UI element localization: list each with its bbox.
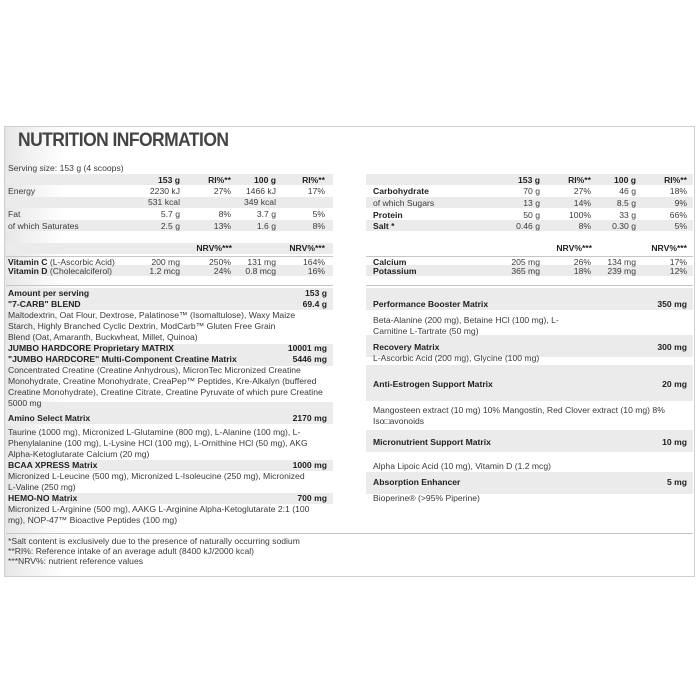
carbohydrate-ri-100: 18% — [669, 186, 687, 196]
matrix-name: BCAA XPRESS Matrix — [8, 460, 98, 470]
matrix-name: "JUMBO HARDCORE" Multi-Component Creatine Matrix — [8, 354, 237, 364]
matrix-value: 10 mg — [662, 437, 687, 447]
protein-ri: 100% — [569, 210, 591, 220]
calcium-value-100: 134 mg — [607, 257, 636, 267]
vitamin-d-value-100: 0.8 mcg — [245, 266, 276, 276]
matrix-value: 20 mg — [662, 379, 687, 389]
matrix-value: 69.4 g — [302, 299, 327, 309]
divider — [366, 285, 693, 286]
saturates-value: 2.5 g — [160, 221, 180, 231]
matrix-description: Taurine (1000 mg), Micronized L-Glutamine (800 mg), L-Alanine (100 mg), L-Phenylalanine (100 mg), L-Lysine HCl (100 mg), L-Ornithine HCl (50 mg), AKG Alpha-Ketoglutarate Calcium (20 mg) — [8, 427, 308, 459]
saturates-value-100: 1.6 g — [256, 221, 276, 231]
left-header-153g: 153 g — [158, 175, 180, 185]
matrix-description: Beta-Alanine (200 mg), Betaine HCl (100 mg), L-Carnitine L-Tartrate (50 mg) — [373, 315, 559, 336]
energy-kcal: 531 kcal — [147, 197, 180, 207]
vitamin-c-nrv-100: 164% — [303, 257, 325, 267]
matrix-name: Recovery Matrix — [373, 342, 440, 352]
right-header-ri2: RI%** — [664, 175, 687, 185]
vitamin-c-nrv: 250% — [209, 257, 231, 267]
matrix-description: Mangosteen extract (10 mg) 10% Mangostin, Red Clover extract (10 mg) 8% Iso□avonoids — [373, 405, 665, 426]
matrix-name: Micronutrient Support Matrix — [373, 437, 491, 447]
protein-value: 50 g — [523, 210, 540, 220]
salt-ri: 8% — [578, 221, 591, 231]
fat-label: Fat — [8, 209, 21, 219]
matrix-name: Absorption Enhancer — [373, 477, 461, 487]
right-header-100g: 100 g — [614, 175, 636, 185]
footnote-nrv: ***NRV%: nutrient reference values — [8, 556, 144, 566]
vitamin-d-nrv-100: 16% — [307, 266, 325, 276]
divider — [6, 285, 333, 286]
saturates-label: of which Saturates — [8, 221, 79, 231]
matrix-value: 2170 mg — [292, 413, 327, 423]
protein-ri-100: 66% — [669, 210, 687, 220]
right-header-153g: 153 g — [518, 175, 540, 185]
serving-size: Serving size: 153 g (4 scoops) — [8, 163, 124, 173]
matrix-value: 1000 mg — [292, 460, 327, 470]
potassium-nrv: 18% — [573, 266, 591, 276]
matrix-description: Maltodextrin, Oat Flour, Dextrose, Palatinose™ (Isomaltulose), Waxy Maize Starch, Highly Branched Cyclic Dextrin, ModCarb™ Gluten Free Grain Blend (Oat, Amaranth, Buckwheat, Millet, Quinoa) — [8, 310, 296, 342]
matrix-value: 700 mg — [297, 493, 327, 503]
vitamin-c-value-100: 131 mg — [247, 257, 276, 267]
potassium-label: Potassium — [373, 266, 417, 276]
energy-ri: 27% — [213, 186, 231, 196]
footnote-salt: *Salt content is exclusively due to the presence of naturally occurring sodium — [8, 536, 300, 546]
sugars-label: of which Sugars — [373, 198, 435, 208]
matrix-name: "7-CARB" BLEND — [8, 299, 81, 309]
vitamin-d-value: 1.2 mcg — [149, 266, 180, 276]
calcium-value: 205 mg — [511, 257, 540, 267]
amount-label: Amount per serving — [8, 288, 90, 298]
vitamin-d-nrv: 24% — [213, 266, 231, 276]
matrix-value: 5 mg — [666, 477, 687, 487]
matrix-name: Performance Booster Matrix — [373, 299, 489, 309]
sugars-value-100: 8.5 g — [616, 198, 636, 208]
matrix-value: 10001 mg — [287, 343, 327, 353]
potassium-value: 365 mg — [511, 266, 540, 276]
matrix-description: Bioperine® (>95% Piperine) — [373, 493, 480, 503]
energy-kcal-100: 349 kcal — [243, 197, 276, 207]
matrix-description: Micronized L-Arginine (500 mg), AAKG L-Arginine Alpha-Ketoglutarate 2:1 (100 mg), NOP-47™ Bioactive Peptides (100 mg) — [8, 504, 310, 525]
fat-value-100: 3.7 g — [256, 209, 276, 219]
matrix-description: Concentrated Creatine (Creatine Anhydrous), MicronTec Micronized Creatine Monohydrate, Creatine Monohydrate, CreaPep™ Peptides, Kre-Alkalyn (buffered Creatine Monohydrate), Creatine Citrate, Creatine Pyruvate of which pure Creatine 5000 mg — [8, 365, 323, 408]
calcium-nrv-100: 17% — [669, 257, 687, 267]
carbohydrate-value: 70 g — [523, 186, 540, 196]
potassium-value-100: 239 mg — [607, 266, 636, 276]
sugars-value: 13 g — [523, 198, 540, 208]
energy-label: Energy — [8, 186, 36, 196]
fat-ri-100: 5% — [312, 209, 325, 219]
matrix-description: Alpha Lipoic Acid (10 mg), Vitamin D (1.2 mcg) — [373, 461, 551, 471]
salt-value: 0.46 g — [516, 221, 540, 231]
left-header-ri: RI%** — [208, 175, 231, 185]
carbohydrate-label: Carbohydrate — [373, 186, 429, 196]
salt-label: Salt * — [373, 221, 395, 231]
vitamin-d-label: Vitamin D (Cholecalciferol) — [8, 266, 112, 276]
calcium-nrv: 26% — [573, 257, 591, 267]
carbohydrate-ri: 27% — [573, 186, 591, 196]
fat-value: 5.7 g — [160, 209, 180, 219]
sugars-ri: 14% — [573, 198, 591, 208]
divider — [6, 533, 693, 534]
matrix-name: Anti-Estrogen Support Matrix — [373, 379, 493, 389]
protein-label: Protein — [373, 210, 403, 220]
potassium-nrv-100: 12% — [669, 266, 687, 276]
matrix-description: Micronized L-Leucine (500 mg), Micronized L-Isoleucine (250 mg), Micronized L-Valine (250 mg) — [8, 471, 305, 492]
saturates-ri-100: 8% — [312, 221, 325, 231]
page-title: NUTRITION INFORMATION — [18, 130, 229, 151]
carbohydrate-value-100: 46 g — [619, 186, 636, 196]
sugars-ri-100: 9% — [674, 198, 687, 208]
nrv-header: NRV%*** — [556, 243, 592, 253]
vitamin-c-value: 200 mg — [151, 257, 180, 267]
calcium-label: Calcium — [373, 257, 407, 267]
saturates-ri: 13% — [213, 221, 231, 231]
matrix-value: 300 mg — [657, 342, 687, 352]
matrix-name: JUMBO HARDCORE Proprietary MATRIX — [8, 343, 175, 353]
footnote-ri: **RI%: Reference intake of an average adult (8400 kJ/2000 kcal) — [8, 546, 255, 556]
amount-value: 153 g — [305, 288, 327, 298]
left-header-ri2: RI%** — [302, 175, 325, 185]
matrix-value: 5446 mg — [292, 354, 327, 364]
left-header-100g: 100 g — [254, 175, 276, 185]
nrv-header: NRV%*** — [196, 243, 232, 253]
energy-kj: 2230 kJ — [149, 186, 180, 196]
protein-value-100: 33 g — [619, 210, 636, 220]
energy-kj-100: 1466 kJ — [245, 186, 276, 196]
fat-ri: 8% — [218, 209, 231, 219]
vitamin-c-label: Vitamin C (L-Ascorbic Acid) — [8, 257, 115, 267]
matrix-description: L-Ascorbic Acid (200 mg), Glycine (100 mg) — [373, 353, 540, 363]
right-header-ri: RI%** — [568, 175, 591, 185]
matrix-name: HEMO-NO Matrix — [8, 493, 78, 503]
matrix-value: 350 mg — [657, 299, 687, 309]
nrv-header: NRV%*** — [651, 243, 687, 253]
energy-ri-100: 17% — [307, 186, 325, 196]
salt-value-100: 0.30 g — [612, 221, 636, 231]
matrix-name: Amino Select Matrix — [8, 413, 91, 423]
nrv-header: NRV%*** — [289, 243, 325, 253]
salt-ri-100: 5% — [674, 221, 687, 231]
